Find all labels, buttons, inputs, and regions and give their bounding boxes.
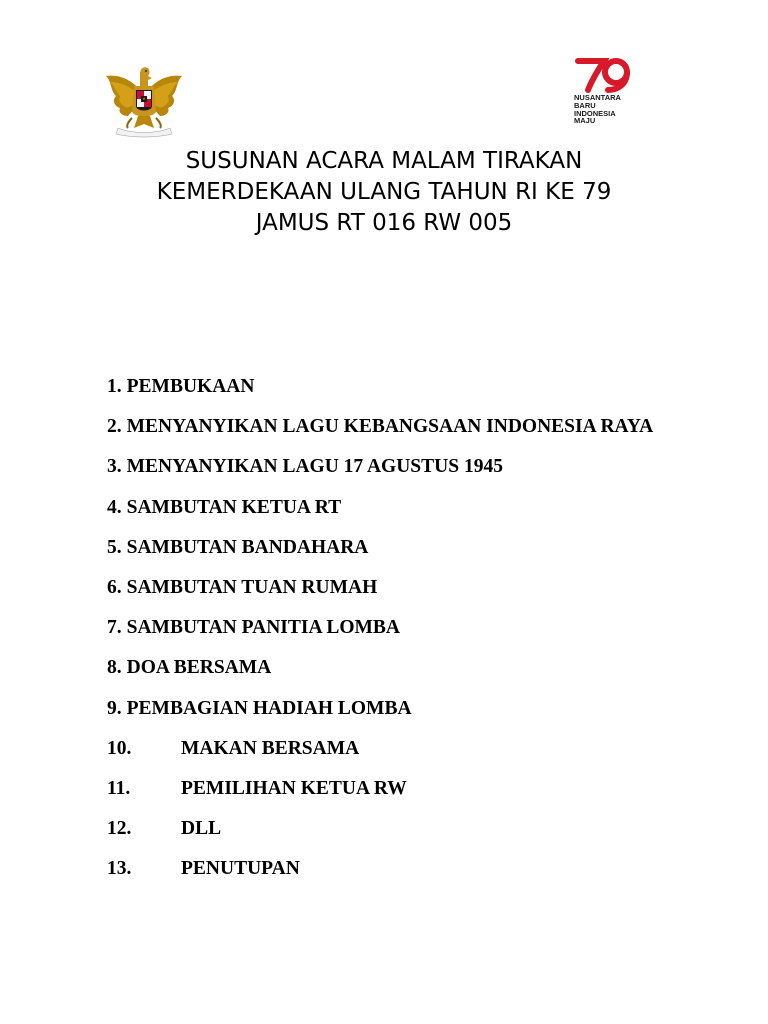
agenda-item-text: PEMBUKAAN (126, 376, 255, 397)
agenda-item-text: SAMBUTAN PANITIA LOMBA (126, 617, 401, 639)
logo-numeral-79 (574, 56, 650, 94)
agenda-item (107, 407, 727, 447)
agenda-item-text: DLL (181, 818, 222, 840)
agenda-item-number: 10. (107, 737, 132, 759)
agenda-item (107, 809, 727, 849)
agenda-item-text: SAMBUTAN BANDAHARA (126, 536, 369, 558)
agenda-item (107, 849, 727, 889)
title-line-2: KEMERDEKAAN ULANG TAHUN RI KE 79 (156, 179, 612, 205)
agenda-item-number: 11. (107, 778, 131, 800)
agenda-item-number: 2. (107, 416, 122, 438)
agenda-item (107, 528, 727, 568)
agenda-item-number: 4. (107, 496, 122, 518)
agenda-item-number: 5. (107, 536, 122, 558)
agenda-item-text: SAMBUTAN TUAN RUMAH (126, 577, 378, 599)
agenda-item-text: MENYANYIKAN LAGU 17 AGUSTUS 1945 (126, 456, 503, 478)
agenda-item-text: MENYANYIKAN LAGU KEBANGSAAN INDONESIA RAYA (126, 416, 654, 438)
agenda-item-number: 6. (107, 577, 122, 599)
document-title (0, 146, 768, 239)
agenda-item (107, 568, 727, 608)
agenda-item-text: PEMBAGIAN HADIAH LOMBA (126, 697, 412, 719)
agenda-item-text: MAKAN BERSAMA (181, 737, 360, 759)
agenda-item-number: 7. (107, 617, 122, 639)
title-line-3: JAMUS RT 016 RW 005 (255, 210, 513, 236)
agenda-item-number: 8. (107, 657, 122, 679)
title-line-1: SUSUNAN ACARA MALAM TIRAKAN (185, 148, 583, 174)
logo-tagline-line: BARU (574, 100, 596, 110)
agenda-item-number: 1. (107, 376, 122, 397)
agenda-item-text: SAMBUTAN KETUA RT (126, 496, 342, 518)
agenda-item (107, 488, 727, 528)
agenda-item (107, 769, 727, 809)
garuda-pancasila-emblem (102, 62, 186, 138)
agenda-item (107, 729, 727, 769)
logo-tagline-line: NUSANTARA (574, 93, 621, 102)
agenda-item-number: 3. (107, 456, 122, 478)
logo-tagline (574, 94, 650, 125)
agenda-list (107, 367, 727, 890)
agenda-item (107, 648, 727, 688)
agenda-item-number: 12. (107, 818, 132, 840)
logo-tagline-line: INDONESIA (574, 108, 616, 118)
logo-tagline-line: MAJU (574, 116, 596, 126)
agenda-item-text: PENUTUPAN (181, 858, 300, 880)
agenda-item (107, 608, 727, 648)
agenda-item (107, 447, 727, 487)
agenda-item-number: 13. (107, 858, 132, 880)
agenda-item (107, 689, 727, 729)
agenda-item (107, 367, 727, 407)
agenda-item-text: DOA BERSAMA (126, 657, 272, 679)
hut-ri-79-logo (574, 56, 650, 138)
agenda-item-text: PEMILIHAN KETUA RW (181, 778, 407, 800)
agenda-item-number: 9. (107, 697, 122, 719)
